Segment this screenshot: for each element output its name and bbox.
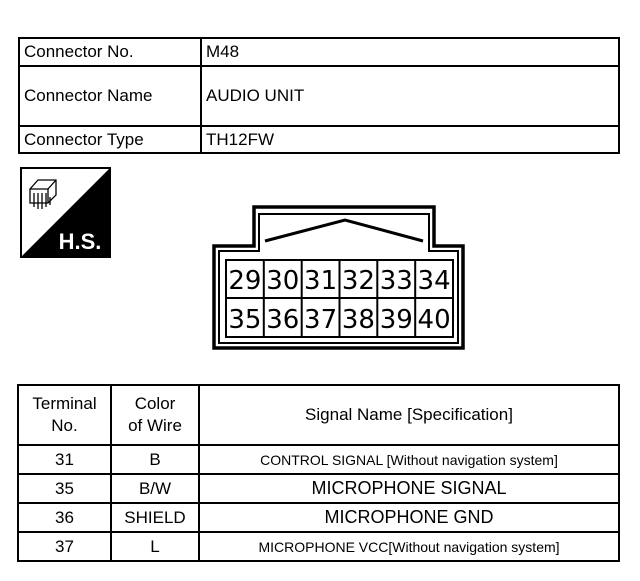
connector-face-diagram (212, 205, 465, 350)
terminal-table (17, 384, 620, 562)
wire-color: B (111, 445, 199, 474)
connector-type-row (19, 126, 619, 153)
connector-info-table (18, 37, 620, 154)
pin-36: 36 (266, 305, 300, 335)
wire-color: SHIELD (111, 503, 199, 532)
connector-name-label: Connector Name (19, 66, 201, 126)
connector-type-value: TH12FW (201, 126, 619, 153)
table-row (18, 532, 619, 561)
connector-type-label: Connector Type (19, 126, 201, 153)
pin-32: 32 (341, 266, 375, 296)
terminal-header-line2: No. (51, 416, 78, 435)
pin-29: 29 (228, 266, 262, 296)
terminal-header-line1: Terminal (32, 394, 97, 413)
connector-no-row (19, 38, 619, 66)
pin-37: 37 (304, 305, 338, 335)
pin-31: 31 (304, 266, 338, 296)
pin-33: 33 (379, 266, 413, 296)
pin-39: 39 (379, 305, 413, 335)
connector-name-value: AUDIO UNIT (201, 66, 619, 126)
wire-color: L (111, 532, 199, 561)
pin-34: 34 (417, 266, 451, 296)
hs-label: H.S. (58, 229, 102, 254)
wire-color: B/W (111, 474, 199, 503)
terminal-no: 37 (18, 532, 111, 561)
wire-color-header (111, 385, 199, 445)
signal-name: CONTROL SIGNAL [Without navigation system] (199, 445, 619, 474)
pin-30: 30 (266, 266, 300, 296)
terminal-no: 31 (18, 445, 111, 474)
signal-name-header: Signal Name [Specification] (199, 385, 619, 445)
table-row (18, 474, 619, 503)
color-header-line2: of Wire (128, 416, 182, 435)
table-row (18, 503, 619, 532)
harness-side-icon (20, 167, 111, 258)
connector-name-row (19, 66, 619, 126)
color-header-line1: Color (134, 394, 176, 413)
terminal-no: 36 (18, 503, 111, 532)
terminal-no-header (18, 385, 111, 445)
terminal-no: 35 (18, 474, 111, 503)
terminal-table-header (18, 385, 619, 445)
pin-38: 38 (341, 305, 375, 335)
signal-name: MICROPHONE SIGNAL (199, 474, 619, 503)
table-row (18, 445, 619, 474)
connector-no-value: M48 (201, 38, 619, 66)
pin-40: 40 (417, 305, 451, 335)
pin-35: 35 (228, 305, 262, 335)
signal-name: MICROPHONE VCC[Without navigation system] (199, 532, 619, 561)
connector-no-label: Connector No. (19, 38, 201, 66)
signal-name: MICROPHONE GND (199, 503, 619, 532)
